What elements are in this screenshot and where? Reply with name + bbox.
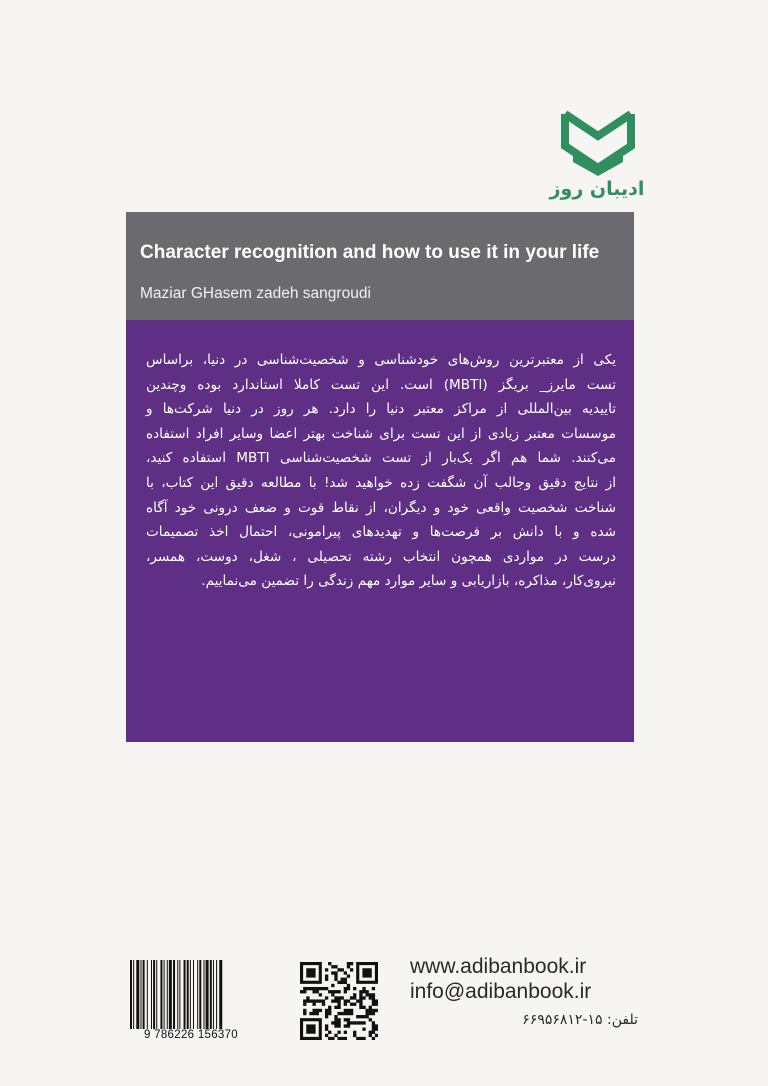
open-book-logo-icon	[561, 108, 635, 176]
qr-code	[300, 962, 378, 1040]
description-line: شده و با دانش بر فرصت‌ها و تهدیدهای پیرامونی، احتمال اخذ تصمیمات	[146, 524, 616, 541]
barcode-icon	[128, 960, 252, 1040]
email-link[interactable]: info@adibanbook.ir	[410, 980, 592, 1003]
description-panel	[126, 320, 634, 742]
description-line: یکی از معتبرترین روش‌های خودشناسی و شخصیت‌شناسی در دنیا، براساس	[146, 352, 616, 368]
qr-code-icon	[300, 962, 378, 1040]
description-line: می‌کنند. شما هم اگر یک‌بار از تست شخصیت‌شناسی MBTI استفاده کنید،	[146, 450, 616, 467]
isbn-number: 9 786226 156370	[126, 1029, 256, 1041]
description-line: نیروی‌کار، مذاکره، بازاریابی و سایر موارد مهم زندگی را تضمین می‌نماییم.	[201, 573, 616, 590]
description-line: موسسات معتبر زیادی از این تست برای شناخت بهتر اعضا وسایر افراد استفاده	[146, 425, 616, 442]
publisher-name: ادیبان روز	[549, 178, 645, 200]
contact-info	[410, 954, 638, 1028]
book-author: Maziar GHasem zadeh sangroudi	[140, 285, 371, 302]
website-link[interactable]: www.adibanbook.ir	[410, 955, 587, 978]
publisher-logo	[548, 108, 648, 200]
barcode	[128, 960, 252, 1040]
title-panel	[126, 212, 634, 320]
description-line: شناخت شخصیت واقعی خود و دیگران، از نقاط قوت و ضعف درونی خود آگاه	[146, 499, 616, 516]
book-title: Character recognition and how to use it in your life	[140, 242, 600, 263]
description-line: تاییدیه بین‌المللی از مراکز معتبر دنیا را دارد. هر روز در دنیا شرکت‌ها و	[146, 401, 616, 418]
phone-number: تلفن: ۱۵-۶۶۹۵۶۸۱۲	[522, 1012, 638, 1028]
description-text	[146, 348, 616, 594]
description-line: از نتایج دقیق وجالب آن شگفت زده خواهید شد! با مطالعه دقیق این کتاب، با	[146, 474, 616, 491]
description-line: تست مایرز_ بریگز (MBTI) است. این تست کاملا استاندارد بوده وچندین	[146, 376, 616, 393]
description-line: درست در مواردی همچون انتخاب رشته تحصیلی ، شغل، دوست، همسر،	[146, 548, 616, 565]
